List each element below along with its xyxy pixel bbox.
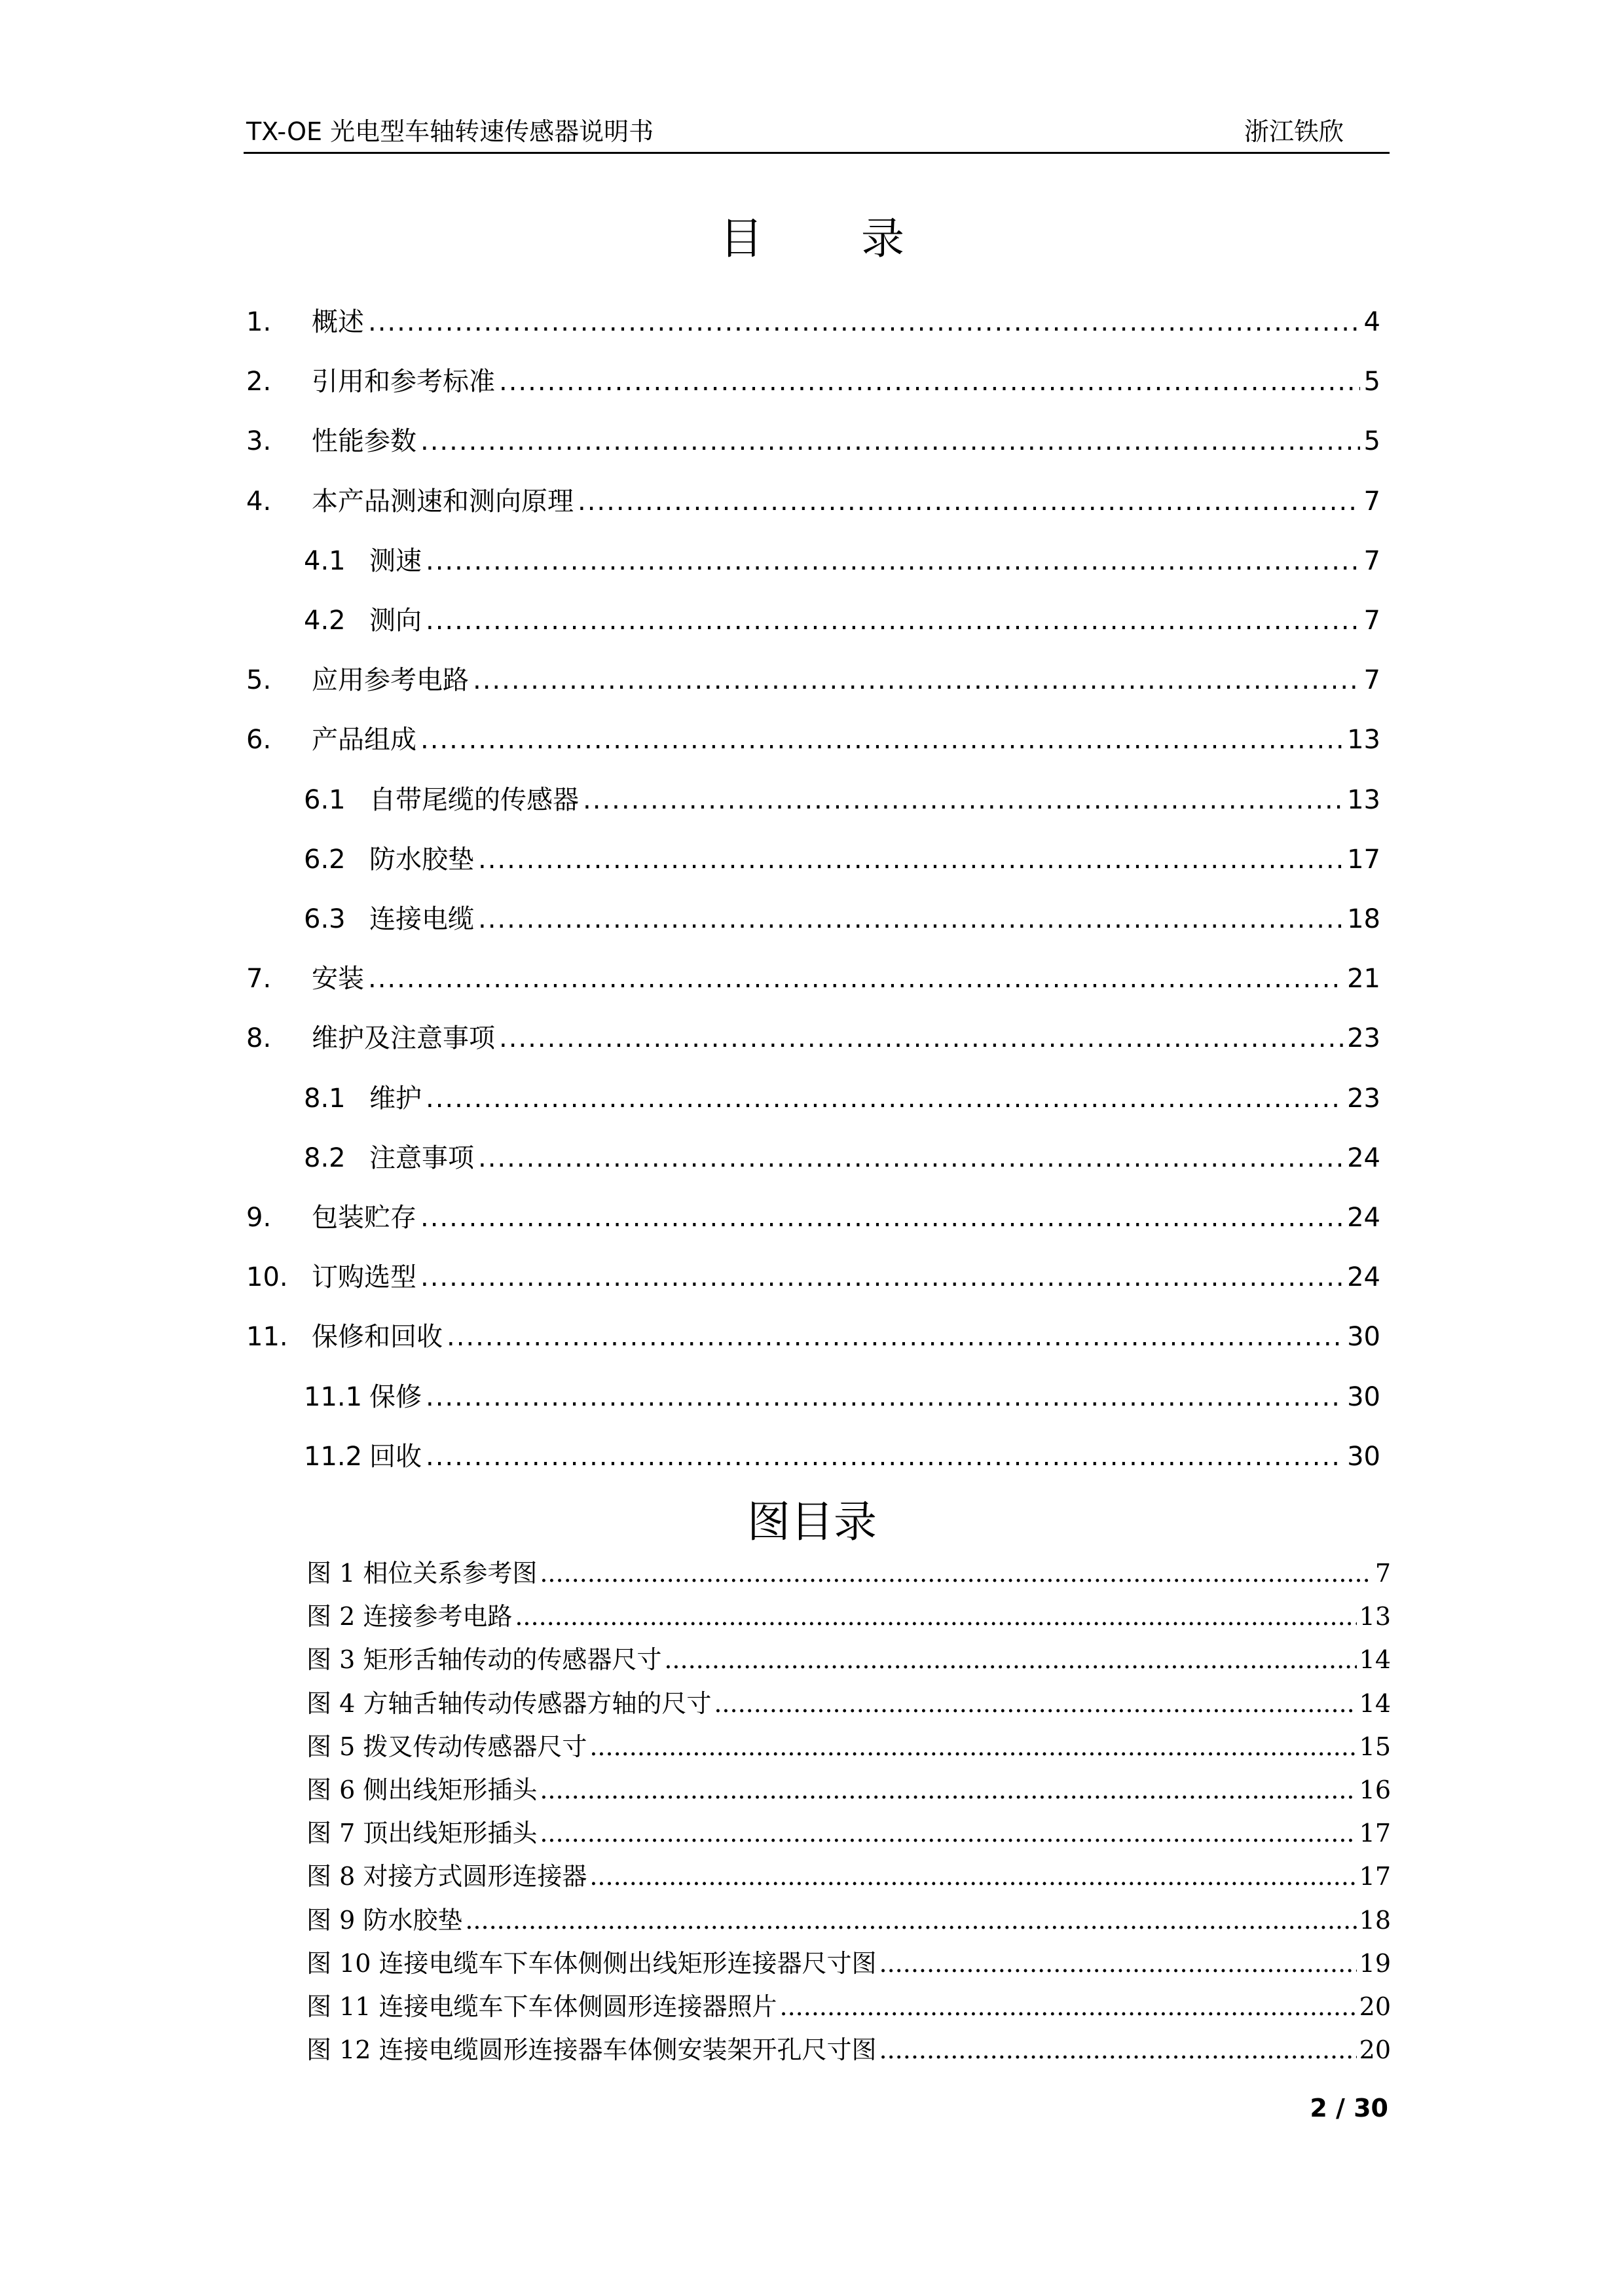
figure-entry-page: 18 — [1359, 1905, 1391, 1935]
toc-entry-page: 18 — [1347, 904, 1380, 934]
toc-entry-number: 7. — [246, 964, 272, 994]
dot-leader — [426, 1079, 1343, 1118]
company-name: 浙江铁欣 — [1244, 117, 1344, 146]
toc-entry[interactable] — [304, 1139, 1380, 1178]
figure-entry-label: 图 12 连接电缆圆形连接器车体侧安装架开孔尺寸图 — [306, 2035, 877, 2065]
dot-leader — [368, 302, 1360, 342]
toc-entry-page: 7 — [1363, 486, 1380, 517]
figure-entry-page: 14 — [1359, 1645, 1391, 1675]
toc-entry[interactable] — [304, 601, 1380, 640]
toc-entry[interactable] — [246, 1258, 1380, 1297]
toc-entry[interactable] — [304, 900, 1380, 939]
dot-leader — [420, 720, 1343, 759]
toc-entry-number: 1. — [246, 307, 272, 337]
toc-entry-number: 8.1 — [304, 1083, 346, 1114]
dot-leader — [499, 1019, 1343, 1058]
toc-entry-title: 概述 — [312, 307, 364, 337]
toc-entry-page: 24 — [1347, 1262, 1380, 1293]
figure-entry-page: 7 — [1375, 1559, 1391, 1588]
toc-entry[interactable] — [304, 840, 1380, 879]
dot-leader — [420, 422, 1360, 461]
dot-leader — [589, 1728, 1356, 1765]
figure-entry[interactable] — [306, 1598, 1391, 1635]
toc-entry-number: 11.2 — [304, 1441, 363, 1472]
toc-entry-page: 17 — [1347, 844, 1380, 875]
dot-leader — [515, 1598, 1356, 1635]
figure-entry-page: 15 — [1359, 1732, 1391, 1761]
toc-entry-page: 24 — [1347, 1203, 1380, 1233]
dot-leader — [540, 1815, 1356, 1851]
toc-entry[interactable] — [304, 1377, 1380, 1417]
dot-leader — [589, 1858, 1356, 1895]
toc-entry-title: 保修 — [369, 1381, 422, 1412]
toc-entry-page: 23 — [1347, 1023, 1380, 1054]
figure-entry-label: 图 2 连接参考电路 — [306, 1602, 513, 1631]
toc-entry-title: 注意事项 — [369, 1142, 474, 1173]
toc-entry[interactable] — [246, 959, 1380, 998]
dot-leader — [578, 482, 1360, 521]
figure-entry-label: 图 9 防水胶垫 — [306, 1905, 463, 1935]
toc-entry-title: 连接电缆 — [369, 904, 474, 934]
toc-entry[interactable] — [246, 720, 1380, 759]
toc-entry-page: 4 — [1363, 307, 1380, 337]
toc-entry-number: 9. — [246, 1203, 272, 1233]
toc-entry[interactable] — [246, 1317, 1380, 1357]
toc-entry-title: 回收 — [369, 1441, 422, 1472]
dot-leader — [499, 362, 1360, 401]
toc-entry[interactable] — [304, 541, 1380, 581]
document-title: TX-OE 光电型车轴转速传感器说明书 — [246, 117, 654, 146]
dot-leader — [780, 1988, 1357, 2025]
toc-entry-title: 性能参数 — [312, 426, 416, 457]
toc-entry-title: 本产品测速和测向原理 — [312, 486, 574, 517]
dot-leader — [879, 2032, 1357, 2068]
toc-entry-number: 4.2 — [304, 606, 346, 636]
dot-leader — [426, 1377, 1343, 1417]
figure-entry-page: 16 — [1359, 1776, 1391, 1804]
figure-entry[interactable] — [306, 2032, 1391, 2068]
figure-entry-label: 图 8 对接方式圆形连接器 — [306, 1862, 587, 1891]
toc-entry-page: 13 — [1347, 784, 1380, 815]
dot-leader — [583, 780, 1343, 820]
toc-entry-page: 23 — [1347, 1083, 1380, 1114]
toc-entry[interactable] — [246, 362, 1380, 401]
toc-entry-title: 引用和参考标准 — [312, 367, 495, 397]
toc-entry-number: 3. — [246, 426, 272, 457]
toc-entry-title: 维护及注意事项 — [312, 1023, 495, 1054]
figure-entry-label: 图 6 侧出线矩形插头 — [306, 1776, 538, 1804]
dot-leader — [540, 1772, 1356, 1808]
toc-entry-page: 5 — [1363, 367, 1380, 397]
figure-entry[interactable] — [306, 1858, 1391, 1895]
dot-leader — [420, 1198, 1343, 1237]
figure-list-heading: 图目录 — [747, 1497, 877, 1547]
header-divider — [244, 152, 1390, 154]
toc-entry-page: 7 — [1363, 665, 1380, 696]
toc-entry-number: 10. — [246, 1262, 288, 1293]
dot-leader — [478, 840, 1343, 879]
toc-entry[interactable] — [246, 422, 1380, 461]
toc-entry-number: 6.2 — [304, 844, 346, 875]
figure-entry-label: 图 4 方轴舌轴传动传感器方轴的尺寸 — [306, 1688, 712, 1718]
toc-entry-number: 6.1 — [304, 784, 346, 815]
toc-entry-title: 自带尾缆的传感器 — [369, 784, 579, 815]
figure-entry-page: 20 — [1359, 2035, 1391, 2065]
toc-entry-title: 产品组成 — [312, 725, 416, 756]
dot-leader — [426, 601, 1360, 640]
toc-entry[interactable] — [246, 482, 1380, 521]
figure-entry-page: 17 — [1359, 1819, 1391, 1848]
figure-entry[interactable] — [306, 1815, 1391, 1851]
toc-entry-title: 防水胶垫 — [369, 844, 474, 875]
figure-entry[interactable] — [306, 1641, 1391, 1678]
figure-entry-label: 图 5 拨叉传动传感器尺寸 — [306, 1732, 587, 1761]
toc-entry-title: 维护 — [369, 1083, 422, 1114]
dot-leader — [465, 1902, 1356, 1939]
toc-entry[interactable] — [246, 1019, 1380, 1058]
figure-entry-page: 14 — [1359, 1688, 1391, 1718]
toc-entry[interactable] — [304, 780, 1380, 820]
dot-leader — [714, 1685, 1356, 1722]
dot-leader — [478, 900, 1343, 939]
dot-leader — [473, 661, 1360, 700]
toc-entry-title: 应用参考电路 — [312, 665, 469, 696]
toc-entry-number: 8. — [246, 1023, 272, 1054]
dot-leader — [426, 541, 1360, 581]
figure-entry-page: 19 — [1359, 1948, 1391, 1978]
toc-entry-number: 11.1 — [304, 1381, 363, 1412]
toc-entry-number: 5. — [246, 665, 272, 696]
dot-leader — [447, 1317, 1343, 1357]
dot-leader — [478, 1139, 1343, 1178]
dot-leader — [540, 1555, 1372, 1592]
dot-leader — [426, 1437, 1343, 1476]
toc-entry-number: 4. — [246, 486, 272, 517]
toc-entry-title: 测向 — [369, 606, 422, 636]
toc-entry[interactable] — [246, 661, 1380, 700]
toc-entry-page: 30 — [1347, 1322, 1380, 1353]
figure-entry-label: 图 7 顶出线矩形插头 — [306, 1819, 538, 1848]
figure-entry-label: 图 11 连接电缆车下车体侧圆形连接器照片 — [306, 1992, 777, 2021]
toc-entry-title: 安装 — [312, 964, 364, 994]
toc-heading: 目录 — [720, 213, 1003, 264]
toc-entry[interactable] — [304, 1437, 1380, 1476]
toc-entry-page: 7 — [1363, 545, 1380, 576]
page-number: 2 / 30 — [1310, 2094, 1388, 2123]
figure-entry[interactable] — [306, 1988, 1391, 2025]
toc-entry[interactable] — [304, 1079, 1380, 1118]
figure-entry-page: 17 — [1359, 1862, 1391, 1891]
toc-entry[interactable] — [246, 1198, 1380, 1237]
figure-entry-label: 图 10 连接电缆车下车体侧侧出线矩形连接器尺寸图 — [306, 1948, 877, 1978]
figure-entry[interactable] — [306, 1728, 1391, 1765]
figure-entry[interactable] — [306, 1902, 1391, 1939]
dot-leader — [368, 959, 1343, 998]
toc-entry[interactable] — [246, 302, 1380, 342]
toc-entry-title: 订购选型 — [312, 1262, 416, 1293]
toc-entry-title: 测速 — [369, 545, 422, 576]
figure-entry-label: 图 1 相位关系参考图 — [306, 1559, 538, 1588]
dot-leader — [420, 1258, 1343, 1297]
figure-entry[interactable] — [306, 1685, 1391, 1722]
figure-entry[interactable] — [306, 1555, 1391, 1592]
page-header — [244, 115, 1390, 149]
toc-entry-page: 21 — [1347, 964, 1380, 994]
figure-entry[interactable] — [306, 1772, 1391, 1808]
toc-entry-title: 包装贮存 — [312, 1203, 416, 1233]
toc-entry-number: 6.3 — [304, 904, 346, 934]
toc-entry-page: 30 — [1347, 1441, 1380, 1472]
toc-entry-number: 11. — [246, 1322, 288, 1353]
toc-entry-number: 4.1 — [304, 545, 346, 576]
figure-entry-page: 13 — [1359, 1602, 1391, 1631]
toc-entry-number: 2. — [246, 367, 272, 397]
toc-entry-page: 13 — [1347, 725, 1380, 756]
dot-leader — [664, 1641, 1356, 1678]
toc-entry-number: 8.2 — [304, 1142, 346, 1173]
toc-entry-number: 6. — [246, 725, 272, 756]
toc-entry-page: 24 — [1347, 1142, 1380, 1173]
figure-entry[interactable] — [306, 1945, 1391, 1982]
toc-entry-page: 7 — [1363, 606, 1380, 636]
toc-entry-page: 5 — [1363, 426, 1380, 457]
dot-leader — [879, 1945, 1357, 1982]
figure-entry-label: 图 3 矩形舌轴传动的传感器尺寸 — [306, 1645, 662, 1675]
figure-entry-page: 20 — [1359, 1992, 1391, 2021]
toc-entry-title: 保修和回收 — [312, 1322, 443, 1353]
toc-entry-page: 30 — [1347, 1381, 1380, 1412]
